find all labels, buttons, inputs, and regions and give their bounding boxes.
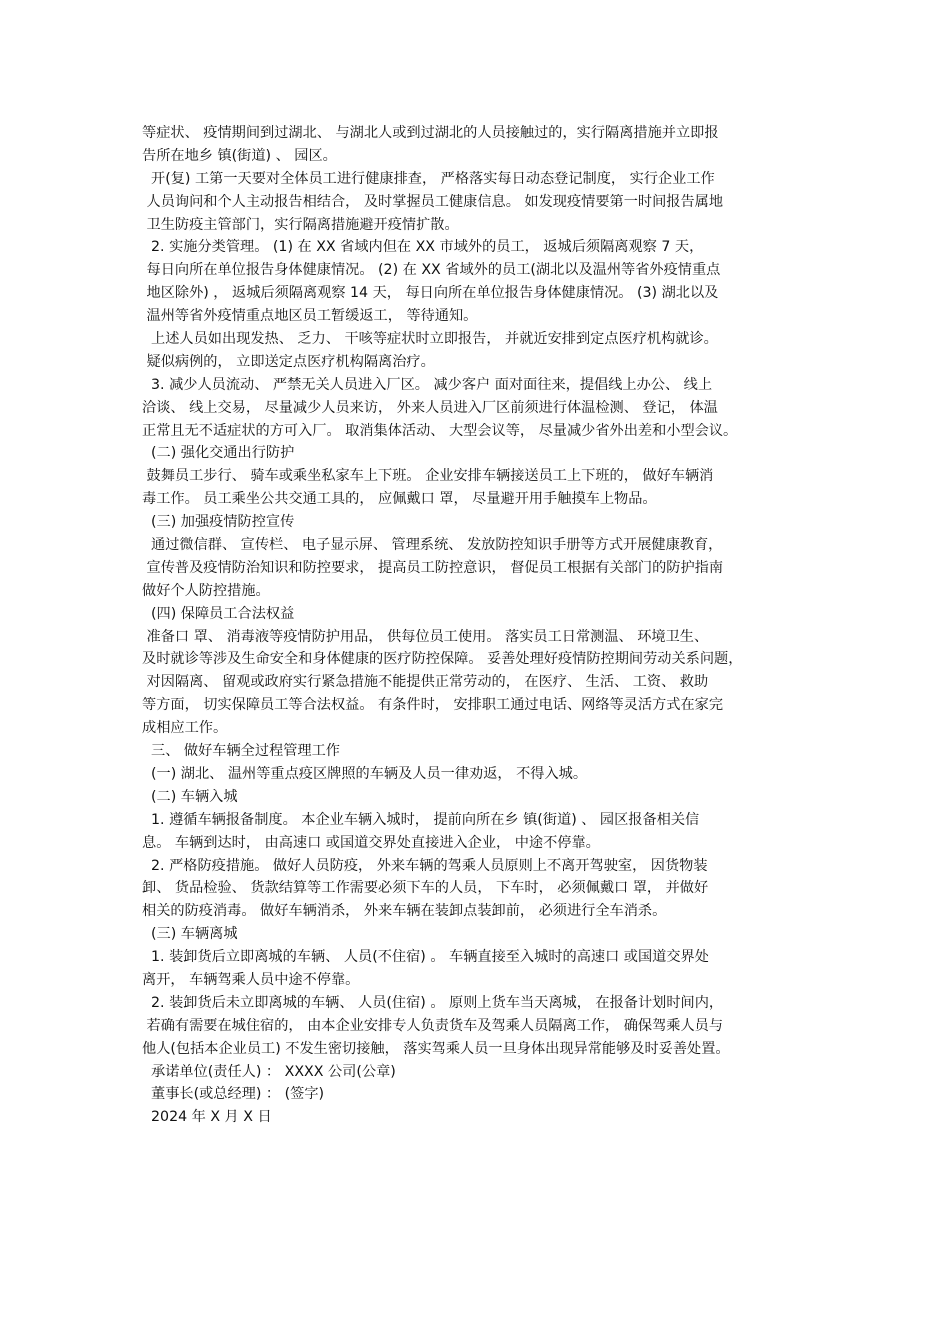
text-line: 疑似病例的， 立即送定点医疗机构隔离治疗。 — [142, 353, 435, 370]
text-line: 1. 装卸货后立即离城的车辆、 人员(不住宿) 。 车辆直接至入城时的高速口 或国道交界处 — [142, 949, 709, 966]
document-body — [142, 122, 822, 1129]
text-line: 若确有需要在城住宿的， 由本企业安排专人负责货车及驾乘人员隔离工作， 确保驾乘人员与 — [142, 1017, 724, 1034]
text-line: 告所在地乡 镇(街道) 、 园区。 — [142, 147, 337, 164]
text-line: (三) 车辆离城 — [142, 926, 238, 943]
text-line: 地区除外) ， 返城后须隔离观察 14 天， 每日向所在单位报告身体健康情况。 (3) 湖北以及 — [142, 285, 719, 302]
text-line: 对因隔离、 留观或政府实行紧急措施不能提供正常劳动的， 在医疗、 生活、 工资、 救助 — [142, 674, 709, 691]
text-line: 离开， 车辆驾乘人员中途不停靠。 — [142, 971, 360, 988]
text-line: 洽谈、 线上交易， 尽量减少人员来访， 外来人员进入厂区前须进行体温检测、 登记， 体温 — [142, 399, 718, 416]
text-line: (一) 湖北、 温州等重点疫区牌照的车辆及人员一律劝返， 不得入城。 — [142, 765, 588, 782]
text-line: 2. 装卸货后未立即离城的车辆、 人员(住宿) 。 原则上货车当天离城， 在报备计划时间内， — [142, 994, 724, 1011]
text-line: 宣传普及疫情防治知识和防控要求， 提高员工防控意识， 督促员工根据有关部门的防护指南 — [142, 559, 724, 576]
text-line: 正常且无不适症状的方可入厂。 取消集体活动、 大型会议等， 尽量减少省外出差和小型会议。 — [142, 422, 738, 439]
text-line: (二) 强化交通出行防护 — [142, 445, 295, 462]
text-line: 通过微信群、 宣传栏、 电子显示屏、 管理系统、 发放防控知识手册等方式开展健康教育， — [142, 537, 723, 554]
text-line: 董事长(或总经理) ： (签字) — [142, 1086, 325, 1103]
text-line: 开(复) 工第一天要对全体员工进行健康排查， 严格落实每日动态登记制度， 实行企业工作 — [142, 170, 715, 187]
text-line: 相关的防疫消毒。 做好车辆消杀， 外来车辆在装卸点装卸前， 必须进行全车消杀。 — [142, 903, 667, 920]
text-line: 等方面， 切实保障员工等合法权益。 有条件时， 安排职工通过电话、网络等灵活方式在家完 — [142, 697, 724, 714]
text-line: 2024 年 X 月 X 日 — [142, 1109, 272, 1126]
text-line: 3. 减少人员流动、 严禁无关人员进入厂区。 减少客户 面对面往来，提倡线上办公、 线上 — [142, 376, 713, 393]
text-line: 每日向所在单位报告身体健康情况。 (2) 在 XX 省域外的员工(湖北以及温州等省外疫情重点 — [142, 262, 721, 279]
text-line: (二) 车辆入城 — [142, 788, 238, 805]
text-line: 准备口 罩、 消毒液等疫情防护用品， 供每位员工使用。 落实员工日常测温、 环境卫生、 — [142, 628, 709, 645]
text-line: 承诺单位(责任人) ： XXXX 公司(公章) — [142, 1063, 396, 1080]
text-line: 成相应工作。 — [142, 720, 228, 737]
text-line: 2. 严格防疫措施。 做好人员防疫， 外来车辆的驾乘人员原则上不离开驾驶室， 因货物装 — [142, 857, 708, 874]
text-line: 及时就诊等涉及生命安全和身体健康的医疗防控保障。 妥善处理好疫情防控期间劳动关系问题， — [142, 651, 743, 668]
text-line: 等症状、 疫情期间到过湖北、 与湖北人或到过湖北的人员接触过的，实行隔离措施并立即报 — [142, 125, 719, 141]
text-line: 卫生防疫主管部门，实行隔离措施避开疫情扩散。 — [142, 216, 459, 233]
text-line: 2. 实施分类管理。 (1) 在 XX 省域内但在 XX 市域外的员工， 返城后须隔离观察 7 天， — [142, 239, 704, 256]
text-line: 上述人员如出现发热、 乏力、 干咳等症状时立即报告， 并就近安排到定点医疗机构就诊。 — [142, 331, 718, 348]
text-line: 人员询问和个人主动报告相结合， 及时掌握员工健康信息。 如发现疫情要第一时间报告属地 — [142, 193, 724, 210]
text-line: 温州等省外疫情重点地区员工暂缓返工， 等待通知。 — [142, 308, 478, 325]
text-line: 毒工作。 员工乘坐公共交通工具的， 应佩戴口 罩， 尽量避开用手触摸车上物品。 — [142, 491, 657, 508]
text-line: 息。 车辆到达时， 由高速口 或国道交界处直接进入企业， 中途不停靠。 — [142, 834, 600, 851]
text-line: (四) 保障员工合法权益 — [142, 605, 295, 622]
text-line: 做好个人防控措施。 — [142, 582, 270, 599]
text-line: (三) 加强疫情防控宣传 — [142, 514, 295, 531]
text-line: 三、 做好车辆全过程管理工作 — [142, 743, 340, 760]
text-line: 1. 遵循车辆报备制度。 本企业车辆入城时， 提前向所在乡 镇(街道) 、 园区报备相关信 — [142, 811, 700, 828]
text-line: 鼓舞员工步行、 骑车或乘坐私家车上下班。 企业安排车辆接送员工上下班的， 做好车辆消 — [142, 468, 714, 485]
text-line: 卸、 货品检验、 货款结算等工作需要必须下车的人员， 下车时， 必须佩戴口 罩， 并做好 — [142, 880, 709, 897]
text-line: 他人(包括本企业员工) 不发生密切接触， 落实驾乘人员一旦身体出现异常能够及时妥善处置。 — [142, 1040, 730, 1057]
